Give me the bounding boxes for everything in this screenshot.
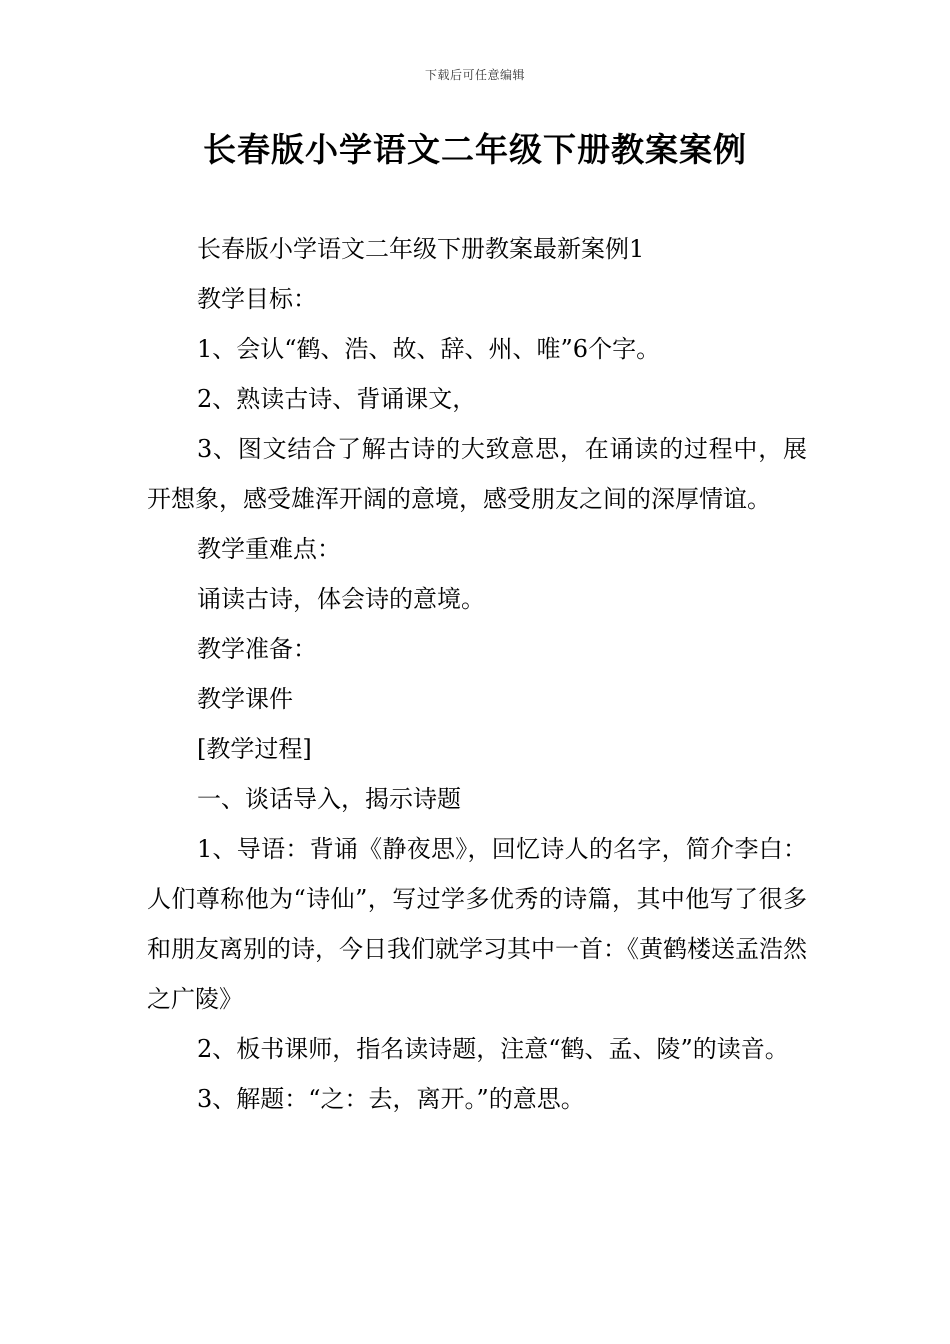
paragraph-goal-2: 2、熟读古诗、背诵课文， xyxy=(197,385,477,413)
paragraph-section-1: 一、谈话导入，揭示诗题 xyxy=(197,785,461,813)
paragraph-preparation-heading: 教学准备： xyxy=(197,635,317,663)
paragraph-key-points: 诵读古诗，体会诗的意境。 xyxy=(197,585,485,613)
paragraph-goals-heading: 教学目标： xyxy=(197,285,317,313)
paragraph-goal-1: 1、会认“鹤、浩、故、辞、州、唯”6个字。 xyxy=(197,335,661,363)
paragraph-step-1: 1、导语：背诵《静夜思》，回忆诗人的名字，简介李白：人们尊称他为“诗仙”，写过学多优秀的诗篇，其中他写了很多和朋友离别的诗，今日我们就学习其中一首：《黄鹤楼送孟浩然之广陵》 xyxy=(147,835,807,1013)
paragraph-key-points-heading: 教学重难点： xyxy=(197,535,341,563)
paragraph-goal-3: 3、图文结合了解古诗的大致意思，在诵读的过程中，展开想象，感受雄浑开阔的意境，感受朋友之间的深厚情谊。 xyxy=(147,435,807,513)
paragraph-subtitle: 长春版小学语文二年级下册教案最新案例1 xyxy=(197,235,645,263)
paragraph-process-heading: [教学过程] xyxy=(197,735,312,763)
document-title: 长春版小学语文二年级下册教案案例 xyxy=(203,130,747,169)
paragraph-step-3: 3、解题：“之：去，离开。”的意思。 xyxy=(197,1085,585,1113)
document-body xyxy=(147,224,807,1124)
header-note: 下载后可任意编辑 xyxy=(424,68,525,82)
paragraph-step-2: 2、板书课师，指名读诗题，注意“鹤、孟、陵”的读音。 xyxy=(197,1035,789,1063)
paragraph-preparation: 教学课件 xyxy=(197,685,293,713)
